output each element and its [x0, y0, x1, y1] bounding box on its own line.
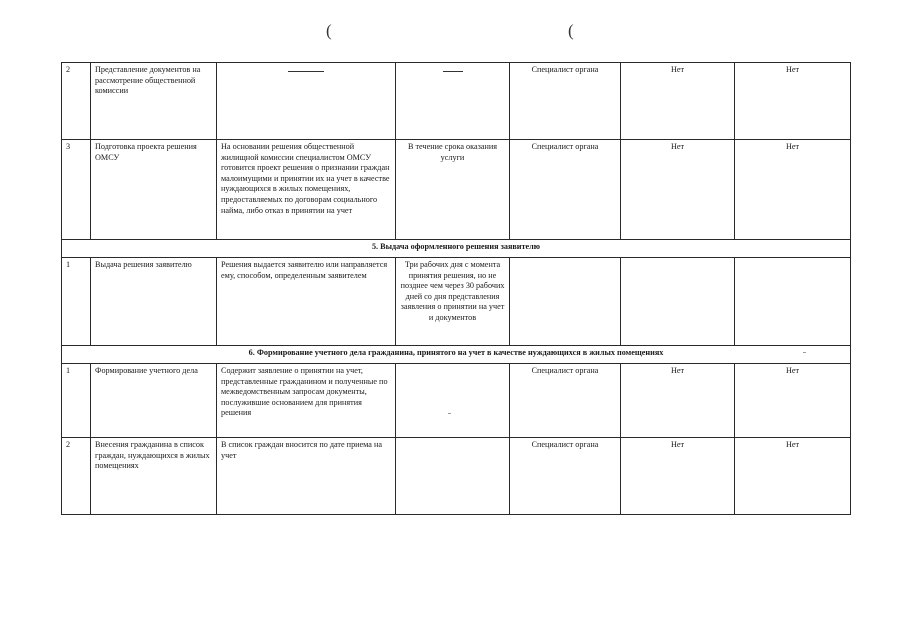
- column-7-value: Нет: [735, 438, 851, 515]
- procedure-description: [217, 63, 396, 140]
- column-6-value: Нет: [621, 63, 735, 140]
- scan-speck: [803, 352, 806, 353]
- dash-placeholder: [443, 71, 463, 72]
- column-7-value: Нет: [735, 364, 851, 438]
- column-6-value: Нет: [621, 438, 735, 515]
- procedure-term: [396, 364, 510, 438]
- procedure-term: Три рабочих дня с момента принятия решения, но не позднее чем через 30 рабочих дней со дня представления заявления о принятии на учет и документов: [396, 258, 510, 346]
- row-number: 1: [62, 258, 91, 346]
- table-row: [62, 63, 851, 140]
- procedure-name: Представление документов на рассмотрение общественной комиссии: [91, 63, 217, 140]
- header-paren-left: (: [326, 21, 332, 40]
- dash-placeholder: [288, 71, 324, 72]
- column-7-value: Нет: [735, 63, 851, 140]
- section-row: [62, 346, 851, 364]
- column-7-value: Нет: [735, 140, 851, 240]
- procedure-term: [396, 438, 510, 515]
- procedure-name: Подготовка проекта решения ОМСУ: [91, 140, 217, 240]
- procedure-description: На основании решения общественной жилищной комиссии специалистом ОМСУ готовится проект решения о признании граждан малоимущими и принятии их на учет в качестве нуждающихся в жилых помещениях, предоставляемых по договорам социального найма, либо отказ в принятии на учет: [217, 140, 396, 240]
- column-6-value: Нет: [621, 140, 735, 240]
- table-row: [62, 438, 851, 515]
- header-paren-right: (: [568, 21, 574, 40]
- row-number: 1: [62, 364, 91, 438]
- row-number: 2: [62, 438, 91, 515]
- procedure-name: Выдача решения заявителю: [91, 258, 217, 346]
- responsible-specialist: Специалист органа: [510, 63, 621, 140]
- table-row: [62, 364, 851, 438]
- table-row: [62, 258, 851, 346]
- row-number: 3: [62, 140, 91, 240]
- procedure-table: [61, 62, 851, 515]
- section-heading: 5. Выдача оформленного решения заявителю: [62, 240, 851, 258]
- procedure-description: В список граждан вносится по дате приема на учет: [217, 438, 396, 515]
- responsible-specialist: [510, 258, 621, 346]
- section-row: [62, 240, 851, 258]
- procedure-description: Содержит заявление о принятии на учет, представленные гражданином и полученные по межведомственным запросам документы, послужившие основанием для принятия решения: [217, 364, 396, 438]
- procedure-name: Внесения гражданина в список граждан, нуждающихся в жилых помещениях: [91, 438, 217, 515]
- column-7-value: [735, 258, 851, 346]
- procedure-description: Решения выдается заявителю или направляется ему, способом, определенным заявителем: [217, 258, 396, 346]
- responsible-specialist: Специалист органа: [510, 140, 621, 240]
- responsible-specialist: Специалист органа: [510, 438, 621, 515]
- section-heading: 6. Формирование учетного дела гражданина, принятого на учет в качестве нуждающихся в жилых помещениях: [62, 346, 851, 364]
- table-row: [62, 140, 851, 240]
- column-6-value: Нет: [621, 364, 735, 438]
- column-6-value: [621, 258, 735, 346]
- responsible-specialist: Специалист органа: [510, 364, 621, 438]
- procedure-term: В течение срока оказания услуги: [396, 140, 510, 240]
- procedure-term: [396, 63, 510, 140]
- procedure-name: Формирование учетного дела: [91, 364, 217, 438]
- row-number: 2: [62, 63, 91, 140]
- scan-speck: [448, 413, 451, 414]
